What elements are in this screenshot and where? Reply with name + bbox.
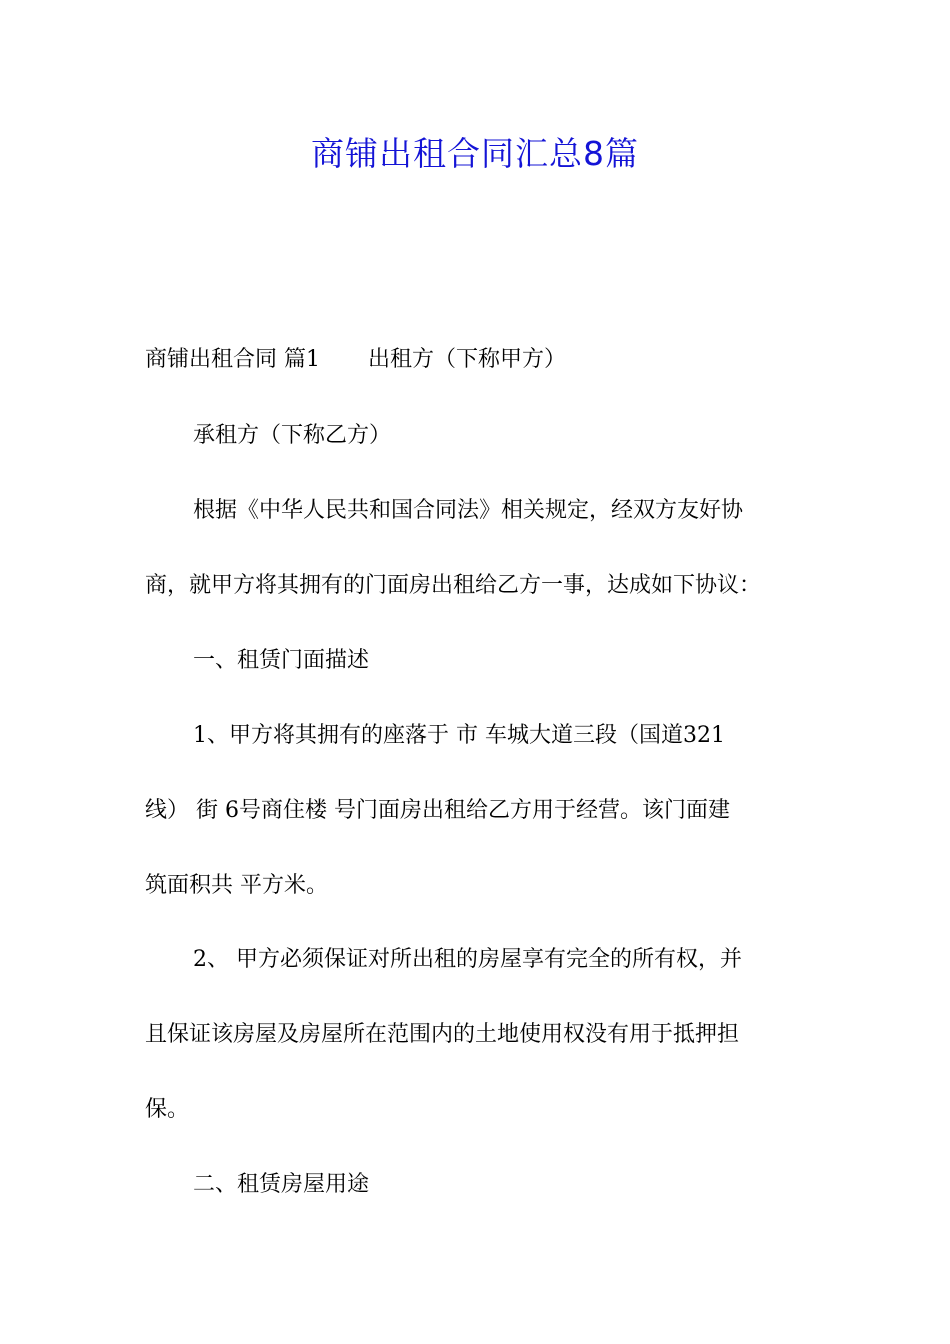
paragraph-line: 筑面积共 平方米。 xyxy=(145,873,328,898)
contract-heading-line xyxy=(145,344,845,376)
paragraph-line: 1、甲方将其拥有的座落于 市 车城大道三段（国道321 xyxy=(193,723,725,748)
paragraph-line: 且保证该房屋及房屋所在范围内的土地使用权没有用于抵押担 xyxy=(145,1022,740,1047)
section-heading: 一、租赁门面描述 xyxy=(193,648,370,673)
paragraph-line: 保。 xyxy=(145,1097,190,1122)
paragraph-line: 商，就甲方将其拥有的门面房出租给乙方一事，达成如下协议： xyxy=(145,573,762,598)
section-heading: 二、租赁房屋用途 xyxy=(193,1172,370,1197)
paragraph-line: 线） 街 6号商住楼 号门面房出租给乙方用于经营。该门面建 xyxy=(145,798,730,823)
document-title: 商铺出租合同汇总8篇 xyxy=(311,134,639,173)
contract-section-label: 商铺出租合同 篇1 xyxy=(145,347,320,372)
paragraph-line: 2、 甲方必须保证对所出租的房屋享有完全的所有权，并 xyxy=(193,947,742,972)
lessee-label: 承租方（下称乙方） xyxy=(193,423,392,448)
lessor-label: 出租方（下称甲方） xyxy=(368,347,567,372)
paragraph-line: 根据《中华人民共和国合同法》相关规定，经双方友好协 xyxy=(193,498,744,523)
